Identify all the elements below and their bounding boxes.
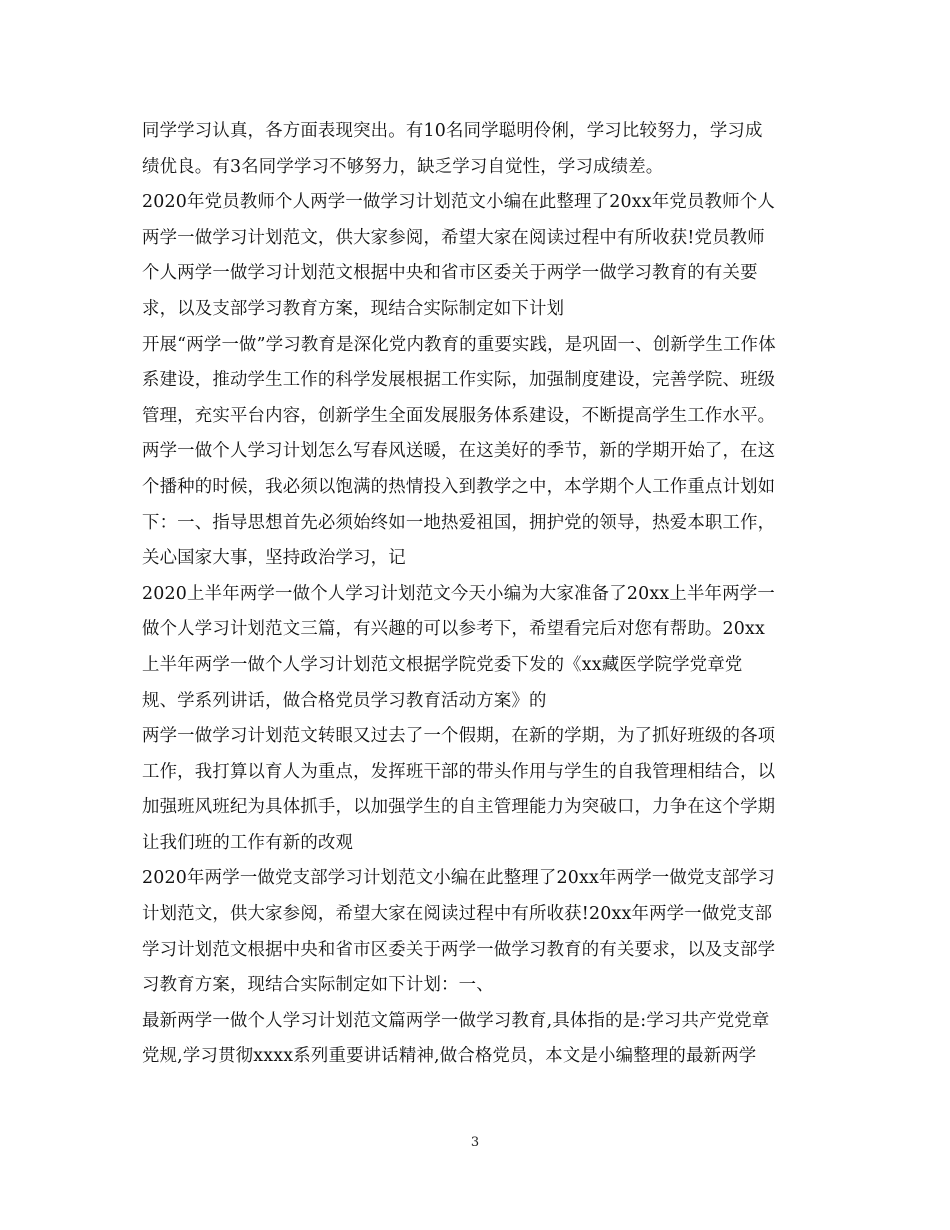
text-line: 同学学习认真，各方面表现突出。有10名同学聪明伶俐，学习比较努力，学习成 bbox=[142, 121, 763, 141]
text-line: 两学一做个人学习计划怎么写春风送暖，在这美好的季节，新的学期开始了，在这 bbox=[142, 441, 776, 462]
text-line: 两学一做学习计划范文转眼又过去了一个假期，在新的学期，为了抓好班级的各项 bbox=[142, 726, 776, 747]
text-line: 2020上半年两学一做个人学习计划范文今天小编为大家准备了20xx上半年两学一 bbox=[142, 583, 775, 604]
text-line: 工作，我打算以育人为重点，发挥班干部的带头作用与学生的自我管理相结合，以 bbox=[142, 761, 776, 782]
text-line: 下：一、指导思想首先必须始终如一地热爱祖国，拥护党的领导，热爱本职工作， bbox=[142, 512, 776, 533]
text-line: 习教育方案，现结合实际制定如下计划：一、 bbox=[142, 975, 494, 996]
text-line: 系建设，推动学生工作的科学发展根据工作实际，加强制度建设，完善学院、班级 bbox=[142, 370, 776, 391]
document-body bbox=[142, 114, 822, 1075]
text-line: 开展“两学一做”学习教育是深化党内教育的重要实践，是巩固一、创新学生工作体 bbox=[142, 334, 776, 355]
text-line: 党规,学习贯彻xxxx系列重要讲话精神,做合格党员，本文是小编整理的最新两学 bbox=[142, 1046, 757, 1067]
text-line: 加强班风班纪为具体抓手，以加强学生的自主管理能力为突破口，力争在这个学期 bbox=[142, 797, 776, 818]
text-line: 做个人学习计划范文三篇，有兴趣的可以参考下，希望看完后对您有帮助。20xx bbox=[142, 619, 766, 640]
text-line: 2020年两学一做党支部学习计划范文小编在此整理了20xx年两学一做党支部学习 bbox=[142, 868, 775, 889]
text-line: 两学一做学习计划范文，供大家参阅，希望大家在阅读过程中有所收获!党员教师 bbox=[142, 227, 765, 248]
text-line: 上半年两学一做个人学习计划范文根据学院党委下发的《xx藏医学院学党章党 bbox=[142, 654, 743, 675]
text-line: 让我们班的工作有新的改观 bbox=[142, 832, 354, 853]
text-line: 个播种的时候，我必须以饱满的热情投入到教学之中，本学期个人工作重点计划如 bbox=[142, 476, 776, 497]
text-line: 计划范文，供大家参阅，希望大家在阅读过程中有所收获!20xx年两学一做党支部 bbox=[142, 904, 773, 925]
text-line: 2020年党员教师个人两学一做学习计划范文小编在此整理了20xx年党员教师个人 bbox=[142, 192, 775, 213]
text-line: 求，以及支部学习教育方案，现结合实际制定如下计划 bbox=[142, 298, 565, 319]
text-line: 学习计划范文根据中央和省市区委关于两学一做学习教育的有关要求，以及支部学 bbox=[142, 939, 776, 960]
text-line: 绩优良。有3名同学学习不够努力，缺乏学习自觉性，学习成绩差。 bbox=[142, 156, 664, 177]
text-line: 关心国家大事，坚持政治学习，记 bbox=[142, 548, 406, 569]
text-line: 规、学系列讲话，做合格党员学习教育活动方案》的 bbox=[142, 690, 547, 711]
text-line: 个人两学一做学习计划范文根据中央和省市区委关于两学一做学习教育的有关要 bbox=[142, 263, 758, 284]
text-line: 管理，充实平台内容，创新学生全面发展服务体系建设，不断提高学生工作水平。 bbox=[142, 405, 776, 426]
text-line: 最新两学一做个人学习计划范文篇两学一做学习教育,具体指的是:学习共产党党章 bbox=[142, 1010, 770, 1031]
page-number: 3 bbox=[470, 1135, 480, 1150]
